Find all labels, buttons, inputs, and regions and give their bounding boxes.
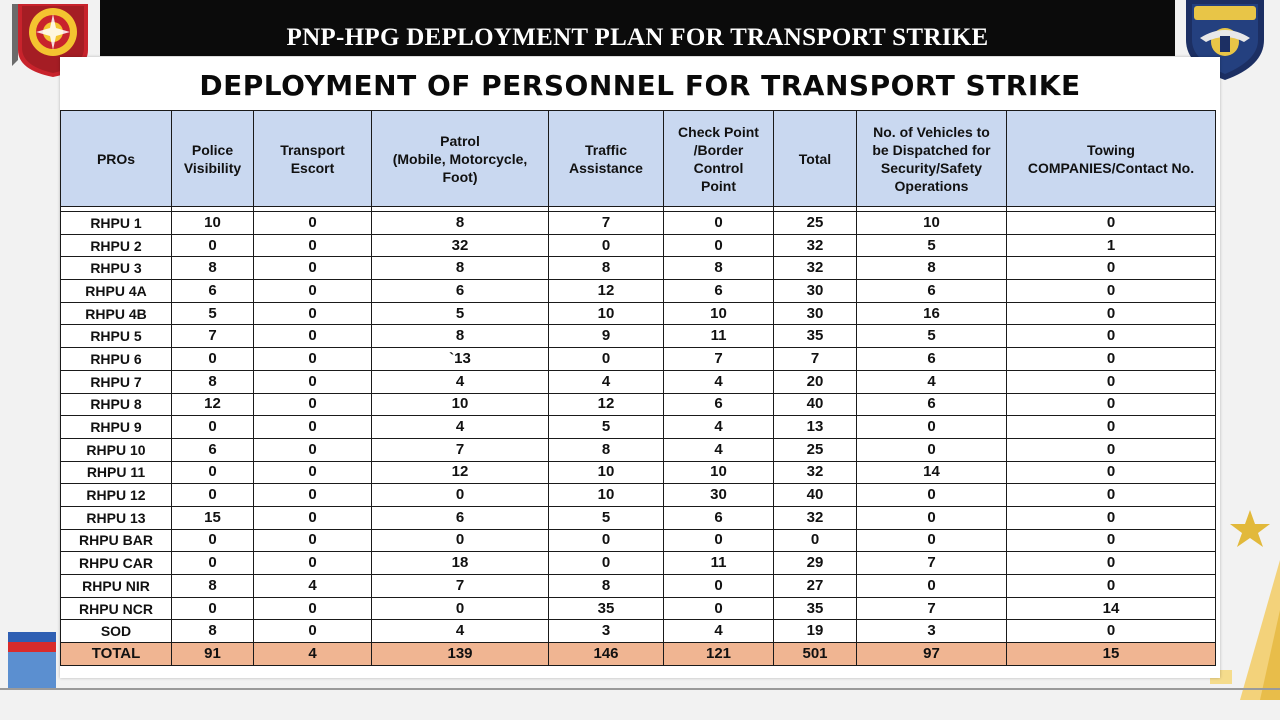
table-row	[61, 461, 1216, 484]
value-cell: 8	[372, 212, 549, 235]
value-cell: 0	[549, 529, 664, 552]
value-cell: 5	[172, 302, 254, 325]
table-row	[61, 597, 1216, 620]
value-cell: 10	[664, 461, 774, 484]
value-cell: 0	[254, 506, 372, 529]
table-row	[61, 280, 1216, 303]
value-cell: 0	[254, 302, 372, 325]
value-cell: 0	[254, 325, 372, 348]
value-cell: 0	[254, 438, 372, 461]
value-cell: 32	[372, 234, 549, 257]
slide-banner	[100, 0, 1175, 56]
value-cell: 0	[254, 257, 372, 280]
value-cell: 0	[1007, 620, 1216, 643]
column-header	[857, 111, 1007, 207]
value-cell: 10	[549, 302, 664, 325]
pro-name-cell: RHPU 2	[61, 234, 172, 257]
pro-name-cell: RHPU NCR	[61, 597, 172, 620]
value-cell: 6	[664, 393, 774, 416]
value-cell: 0	[172, 529, 254, 552]
value-cell: 32	[774, 506, 857, 529]
value-cell: 13	[774, 416, 857, 439]
table-row	[61, 257, 1216, 280]
value-cell: 4	[372, 620, 549, 643]
value-cell: 7	[372, 438, 549, 461]
table-row	[61, 529, 1216, 552]
pro-name-cell: RHPU 10	[61, 438, 172, 461]
value-cell: 7	[857, 597, 1007, 620]
column-header	[61, 111, 172, 207]
column-header-line: Operations	[894, 177, 969, 194]
table-row	[61, 438, 1216, 461]
value-cell: 0	[254, 234, 372, 257]
value-cell: 18	[372, 552, 549, 575]
value-cell: 0	[254, 461, 372, 484]
table-row	[61, 325, 1216, 348]
value-cell: 0	[1007, 461, 1216, 484]
value-cell: 5	[549, 506, 664, 529]
value-cell: 0	[1007, 348, 1216, 371]
pro-name-cell: RHPU 12	[61, 484, 172, 507]
column-header-line: COMPANIES/Contact No.	[1027, 159, 1195, 176]
value-cell: 6	[172, 438, 254, 461]
value-cell: 0	[254, 370, 372, 393]
table-row	[61, 212, 1216, 235]
value-cell: 8	[172, 370, 254, 393]
value-cell: 6	[857, 280, 1007, 303]
table-row	[61, 620, 1216, 643]
value-cell: 8	[372, 325, 549, 348]
table-row	[61, 234, 1216, 257]
value-cell: 12	[372, 461, 549, 484]
total-value-cell: 15	[1007, 643, 1216, 666]
value-cell: 12	[172, 393, 254, 416]
value-cell: 8	[172, 257, 254, 280]
value-cell: 27	[774, 575, 857, 598]
total-value-cell: 501	[774, 643, 857, 666]
value-cell: 0	[857, 484, 1007, 507]
value-cell: 0	[254, 393, 372, 416]
value-cell: 9	[549, 325, 664, 348]
table-body	[61, 207, 1216, 666]
banner-title: PNP-HPG DEPLOYMENT PLAN FOR TRANSPORT STRIKE	[286, 24, 989, 51]
column-header	[664, 111, 774, 207]
value-cell: 25	[774, 212, 857, 235]
column-header-line: Total	[798, 150, 832, 167]
table-header-row	[61, 111, 1216, 207]
value-cell: 25	[774, 438, 857, 461]
value-cell: 0	[254, 620, 372, 643]
value-cell: 0	[172, 484, 254, 507]
column-header	[1007, 111, 1216, 207]
value-cell: 0	[372, 529, 549, 552]
value-cell: 0	[857, 506, 1007, 529]
value-cell: 0	[1007, 280, 1216, 303]
column-header-line: be Dispatched for	[872, 141, 991, 158]
value-cell: 3	[549, 620, 664, 643]
column-header-line: (Mobile, Motorcycle,	[392, 150, 528, 167]
value-cell: 10	[172, 212, 254, 235]
value-cell: 14	[1007, 597, 1216, 620]
value-cell: 30	[774, 280, 857, 303]
column-header-line: PROs	[96, 150, 136, 167]
value-cell: 40	[774, 484, 857, 507]
value-cell: 12	[549, 393, 664, 416]
pro-name-cell: RHPU CAR	[61, 552, 172, 575]
column-header	[774, 111, 857, 207]
value-cell: 0	[1007, 575, 1216, 598]
table-row	[61, 552, 1216, 575]
value-cell: 16	[857, 302, 1007, 325]
value-cell: 0	[1007, 416, 1216, 439]
value-cell: 0	[1007, 552, 1216, 575]
value-cell: 7	[857, 552, 1007, 575]
value-cell: 6	[172, 280, 254, 303]
value-cell: 0	[254, 597, 372, 620]
value-cell: 10	[857, 212, 1007, 235]
value-cell: 7	[774, 348, 857, 371]
value-cell: 0	[254, 416, 372, 439]
table-row	[61, 348, 1216, 371]
table-row	[61, 416, 1216, 439]
value-cell: 0	[172, 461, 254, 484]
total-value-cell: 146	[549, 643, 664, 666]
pro-name-cell: RHPU 5	[61, 325, 172, 348]
value-cell: 0	[857, 438, 1007, 461]
column-header	[549, 111, 664, 207]
value-cell: 0	[857, 575, 1007, 598]
value-cell: 8	[549, 257, 664, 280]
value-cell: 0	[372, 597, 549, 620]
value-cell: 0	[1007, 506, 1216, 529]
pro-name-cell: RHPU 1	[61, 212, 172, 235]
value-cell: 7	[664, 348, 774, 371]
value-cell: 0	[664, 597, 774, 620]
pro-name-cell: RHPU 4A	[61, 280, 172, 303]
value-cell: 0	[254, 280, 372, 303]
value-cell: 1	[1007, 234, 1216, 257]
value-cell: 0	[549, 234, 664, 257]
column-header-line: Security/Safety	[880, 159, 983, 176]
column-header-line: Transport	[280, 141, 345, 158]
value-cell: 0	[1007, 370, 1216, 393]
total-value-cell: 4	[254, 643, 372, 666]
pro-name-cell: RHPU 3	[61, 257, 172, 280]
value-cell: 0	[254, 484, 372, 507]
column-header-line: Assistance	[569, 159, 643, 176]
value-cell: 8	[172, 575, 254, 598]
value-cell: 11	[664, 552, 774, 575]
value-cell: 7	[549, 212, 664, 235]
bottom-divider	[0, 688, 1280, 690]
value-cell: 8	[664, 257, 774, 280]
column-header-line: Escort	[290, 159, 335, 176]
value-cell: 6	[372, 506, 549, 529]
column-header-line: Visibility	[183, 159, 242, 176]
value-cell: 0	[774, 529, 857, 552]
value-cell: 5	[549, 416, 664, 439]
table-row	[61, 302, 1216, 325]
value-cell: 5	[857, 234, 1007, 257]
document-title: DEPLOYMENT OF PERSONNEL FOR TRANSPORT STRIKE	[199, 69, 1081, 102]
value-cell: 0	[1007, 212, 1216, 235]
total-row	[61, 643, 1216, 666]
value-cell: 8	[549, 575, 664, 598]
pro-name-cell: RHPU BAR	[61, 529, 172, 552]
value-cell: 4	[372, 370, 549, 393]
total-label-cell: TOTAL	[61, 643, 172, 666]
value-cell: 0	[549, 552, 664, 575]
value-cell: 0	[664, 234, 774, 257]
value-cell: 0	[1007, 438, 1216, 461]
value-cell: 35	[774, 597, 857, 620]
value-cell: 5	[372, 302, 549, 325]
value-cell: 4	[664, 438, 774, 461]
column-header-line: No. of Vehicles to	[873, 123, 990, 140]
value-cell: 0	[1007, 393, 1216, 416]
value-cell: 10	[664, 302, 774, 325]
value-cell: 0	[1007, 529, 1216, 552]
flag-strip-decoration	[0, 632, 56, 692]
value-cell: 35	[774, 325, 857, 348]
value-cell: 6	[857, 348, 1007, 371]
value-cell: 0	[172, 416, 254, 439]
column-header	[372, 111, 549, 207]
value-cell: 4	[664, 416, 774, 439]
column-header-line: Control	[693, 159, 744, 176]
total-value-cell: 121	[664, 643, 774, 666]
column-header	[254, 111, 372, 207]
value-cell: 6	[664, 506, 774, 529]
value-cell: 8	[857, 257, 1007, 280]
value-cell: 4	[254, 575, 372, 598]
value-cell: 11	[664, 325, 774, 348]
value-cell: 8	[549, 438, 664, 461]
value-cell: 3	[857, 620, 1007, 643]
value-cell: 14	[857, 461, 1007, 484]
column-header-line: Foot)	[442, 168, 478, 185]
table-row	[61, 506, 1216, 529]
value-cell: 4	[664, 620, 774, 643]
value-cell: 6	[664, 280, 774, 303]
value-cell: 0	[664, 529, 774, 552]
value-cell: 5	[857, 325, 1007, 348]
deployment-table	[60, 110, 1216, 666]
total-value-cell: 97	[857, 643, 1007, 666]
pro-name-cell: SOD	[61, 620, 172, 643]
column-header-line: Police	[191, 141, 234, 158]
value-cell: 10	[549, 484, 664, 507]
table-row	[61, 393, 1216, 416]
pro-name-cell: RHPU 13	[61, 506, 172, 529]
value-cell: 0	[372, 484, 549, 507]
value-cell: 4	[857, 370, 1007, 393]
value-cell: 20	[774, 370, 857, 393]
value-cell: 0	[172, 234, 254, 257]
value-cell: 32	[774, 461, 857, 484]
value-cell: 7	[172, 325, 254, 348]
pro-name-cell: RHPU 6	[61, 348, 172, 371]
value-cell: 10	[549, 461, 664, 484]
value-cell: 0	[1007, 302, 1216, 325]
value-cell: 0	[1007, 257, 1216, 280]
value-cell: 0	[1007, 484, 1216, 507]
value-cell: 4	[549, 370, 664, 393]
value-cell: 7	[372, 575, 549, 598]
value-cell: 32	[774, 234, 857, 257]
value-cell: 4	[372, 416, 549, 439]
value-cell: 0	[172, 552, 254, 575]
value-cell: 8	[172, 620, 254, 643]
column-header-line: Patrol	[440, 132, 480, 149]
table-row	[61, 575, 1216, 598]
value-cell: 40	[774, 393, 857, 416]
column-header-line: Towing	[1087, 141, 1135, 158]
value-cell: 0	[254, 348, 372, 371]
pro-name-cell: RHPU 7	[61, 370, 172, 393]
value-cell: 35	[549, 597, 664, 620]
column-header	[172, 111, 254, 207]
pro-name-cell: RHPU 11	[61, 461, 172, 484]
value-cell: 0	[254, 552, 372, 575]
deployment-document	[60, 57, 1220, 678]
column-header-line: Traffic	[584, 141, 627, 158]
column-header-line: Point	[701, 177, 736, 194]
value-cell: 0	[1007, 325, 1216, 348]
flag-sun-decoration	[1210, 500, 1280, 700]
column-header-line: /Border	[693, 141, 744, 158]
pro-name-cell: RHPU 8	[61, 393, 172, 416]
value-cell: 0	[857, 416, 1007, 439]
value-cell: 0	[254, 212, 372, 235]
value-cell: 19	[774, 620, 857, 643]
total-value-cell: 91	[172, 643, 254, 666]
table-row	[61, 484, 1216, 507]
total-value-cell: 139	[372, 643, 549, 666]
table-row	[61, 370, 1216, 393]
value-cell: 0	[664, 212, 774, 235]
pro-name-cell: RHPU NIR	[61, 575, 172, 598]
value-cell: 15	[172, 506, 254, 529]
value-cell: 10	[372, 393, 549, 416]
value-cell: 4	[664, 370, 774, 393]
value-cell: 32	[774, 257, 857, 280]
value-cell: 6	[372, 280, 549, 303]
value-cell: 6	[857, 393, 1007, 416]
value-cell: 12	[549, 280, 664, 303]
pro-name-cell: RHPU 4B	[61, 302, 172, 325]
value-cell: 0	[857, 529, 1007, 552]
column-header-line: Check Point	[678, 123, 759, 140]
value-cell: 30	[664, 484, 774, 507]
value-cell: 0	[254, 529, 372, 552]
value-cell: 0	[172, 348, 254, 371]
value-cell: 0	[549, 348, 664, 371]
pro-name-cell: RHPU 9	[61, 416, 172, 439]
value-cell: `13	[372, 348, 549, 371]
value-cell: 30	[774, 302, 857, 325]
value-cell: 8	[372, 257, 549, 280]
value-cell: 29	[774, 552, 857, 575]
value-cell: 0	[664, 575, 774, 598]
value-cell: 0	[172, 597, 254, 620]
